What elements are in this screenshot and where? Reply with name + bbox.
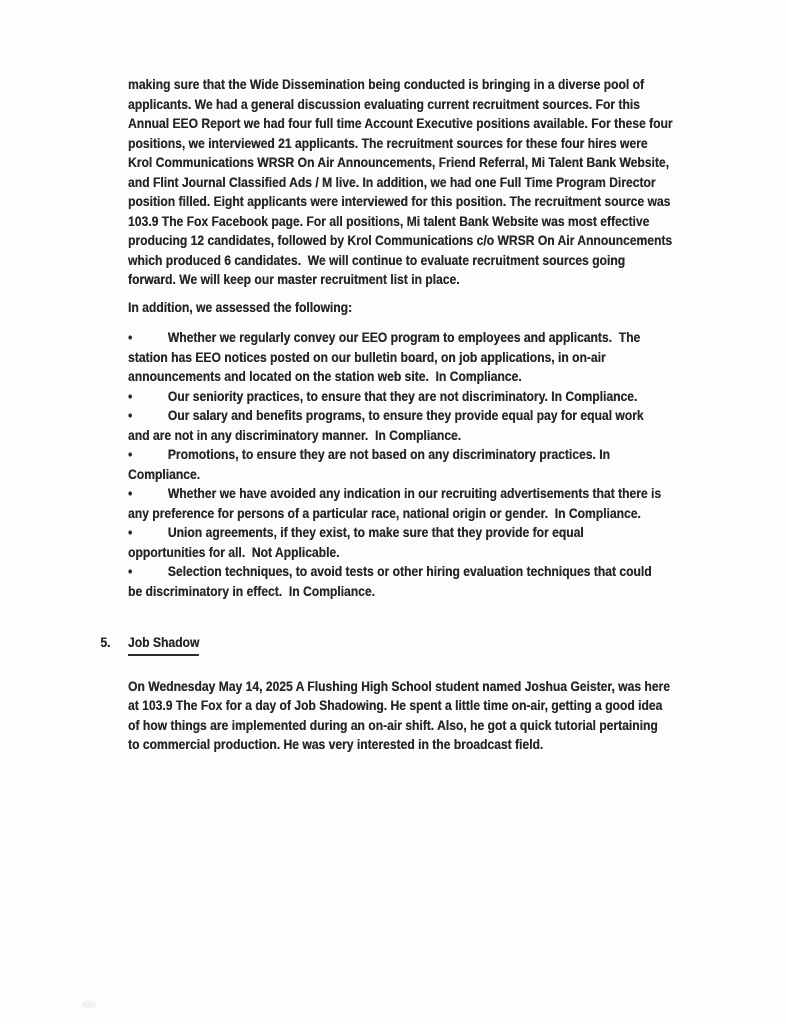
bullet-item xyxy=(128,484,713,523)
text-line: announcements and located on the station web site. In Compliance. xyxy=(128,368,522,384)
paragraph-recruitment-sources xyxy=(128,75,713,290)
text-line: and Flint Journal Classified Ads / M live. In addition, we had one Full Time Program Director xyxy=(128,173,656,190)
paragraph-job-shadow xyxy=(128,677,713,755)
text-line: • Selection techniques, to avoid tests or other hiring evaluation techniques that could xyxy=(128,562,713,582)
bullet-icon: • xyxy=(128,446,133,462)
text-line: and are not in any discriminatory manner. In Compliance. xyxy=(128,426,462,443)
bullet-item xyxy=(128,328,713,387)
text-line: forward. We will keep our master recruitment list in place. xyxy=(128,271,460,287)
text-line: • Union agreements, if they exist, to make sure that they provide for equal xyxy=(128,523,713,543)
bullet-icon: • xyxy=(128,524,133,540)
text-line: to commercial production. He was very interested in the broadcast field. xyxy=(128,736,544,752)
section-title: Job Shadow xyxy=(128,633,199,656)
bullet-item xyxy=(128,562,713,601)
text-line: positions, we interviewed 21 applicants. The recruitment sources for these four hires were xyxy=(128,134,648,151)
bullet-icon: • xyxy=(128,329,133,345)
assessed-intro-text: In addition, we assessed the following: xyxy=(128,298,353,315)
text-line: be discriminatory in effect. In Compliance. xyxy=(128,582,375,599)
assessment-list xyxy=(128,328,713,601)
text-line: station has EEO notices posted on our bulletin board, on job applications, in on-air xyxy=(128,348,606,365)
section-heading-job-shadow xyxy=(100,633,713,656)
text-line: 103.9 The Fox Facebook page. For all positions, Mi talent Bank Website was most effective xyxy=(128,212,650,229)
bullet-item xyxy=(128,445,713,484)
bullet-icon: • xyxy=(128,407,133,423)
text-line: • Whether we have avoided any indication in our recruiting advertisements that there is xyxy=(128,484,713,504)
text-line: On Wednesday May 14, 2025 A Flushing High School student named Joshua Geister, was here xyxy=(128,677,670,694)
text-line: opportunities for all. Not Applicable. xyxy=(128,543,340,560)
text-line: Krol Communications WRSR On Air Announcements, Friend Referral, Mi Talent Bank Website, xyxy=(128,154,669,170)
text-line: applicants. We had a general discussion evaluating current recruitment sources. For this xyxy=(128,95,640,112)
text-line: Compliance. xyxy=(128,465,201,482)
section-number: 5. xyxy=(100,634,111,650)
text-line: • Promotions, to ensure they are not based on any discriminatory practices. In xyxy=(128,445,713,465)
text-line: position filled. Eight applicants were interviewed for this position. The recruitment source was xyxy=(128,193,671,209)
text-line: of how things are implemented during an on-air shift. Also, he got a quick tutorial pertaining xyxy=(128,716,658,733)
bullet-item xyxy=(128,406,713,445)
text-line: Annual EEO Report we had four full time Account Executive positions available. For these four xyxy=(128,115,673,131)
paragraph-assessed-intro xyxy=(128,298,713,318)
bullet-icon: • xyxy=(128,387,133,404)
text-line: producing 12 candidates, followed by Krol Communications c/o WRSR On Air Announcements xyxy=(128,232,673,248)
bullet-item xyxy=(128,523,713,562)
document-content xyxy=(100,75,786,755)
scan-smudge-artifact xyxy=(82,1001,96,1008)
text-line: • Our salary and benefits programs, to ensure they provide equal pay for equal work xyxy=(128,406,713,426)
text-line: • Our seniority practices, to ensure that they are not discriminatory. In Compliance. xyxy=(128,387,713,407)
bullet-item xyxy=(128,387,713,407)
bullet-icon: • xyxy=(128,563,133,579)
text-line: any preference for persons of a particular race, national origin or gender. In Compliance. xyxy=(128,504,641,521)
text-line: which produced 6 candidates. We will continue to evaluate recruitment sources going xyxy=(128,251,626,268)
text-line: at 103.9 The Fox for a day of Job Shadowing. He spent a little time on-air, getting a good idea xyxy=(128,697,663,713)
text-line: • Whether we regularly convey our EEO program to employees and applicants. The xyxy=(128,328,713,348)
text-line: making sure that the Wide Dissemination being conducted is bringing in a diverse pool of xyxy=(128,76,644,92)
bullet-icon: • xyxy=(128,485,133,501)
